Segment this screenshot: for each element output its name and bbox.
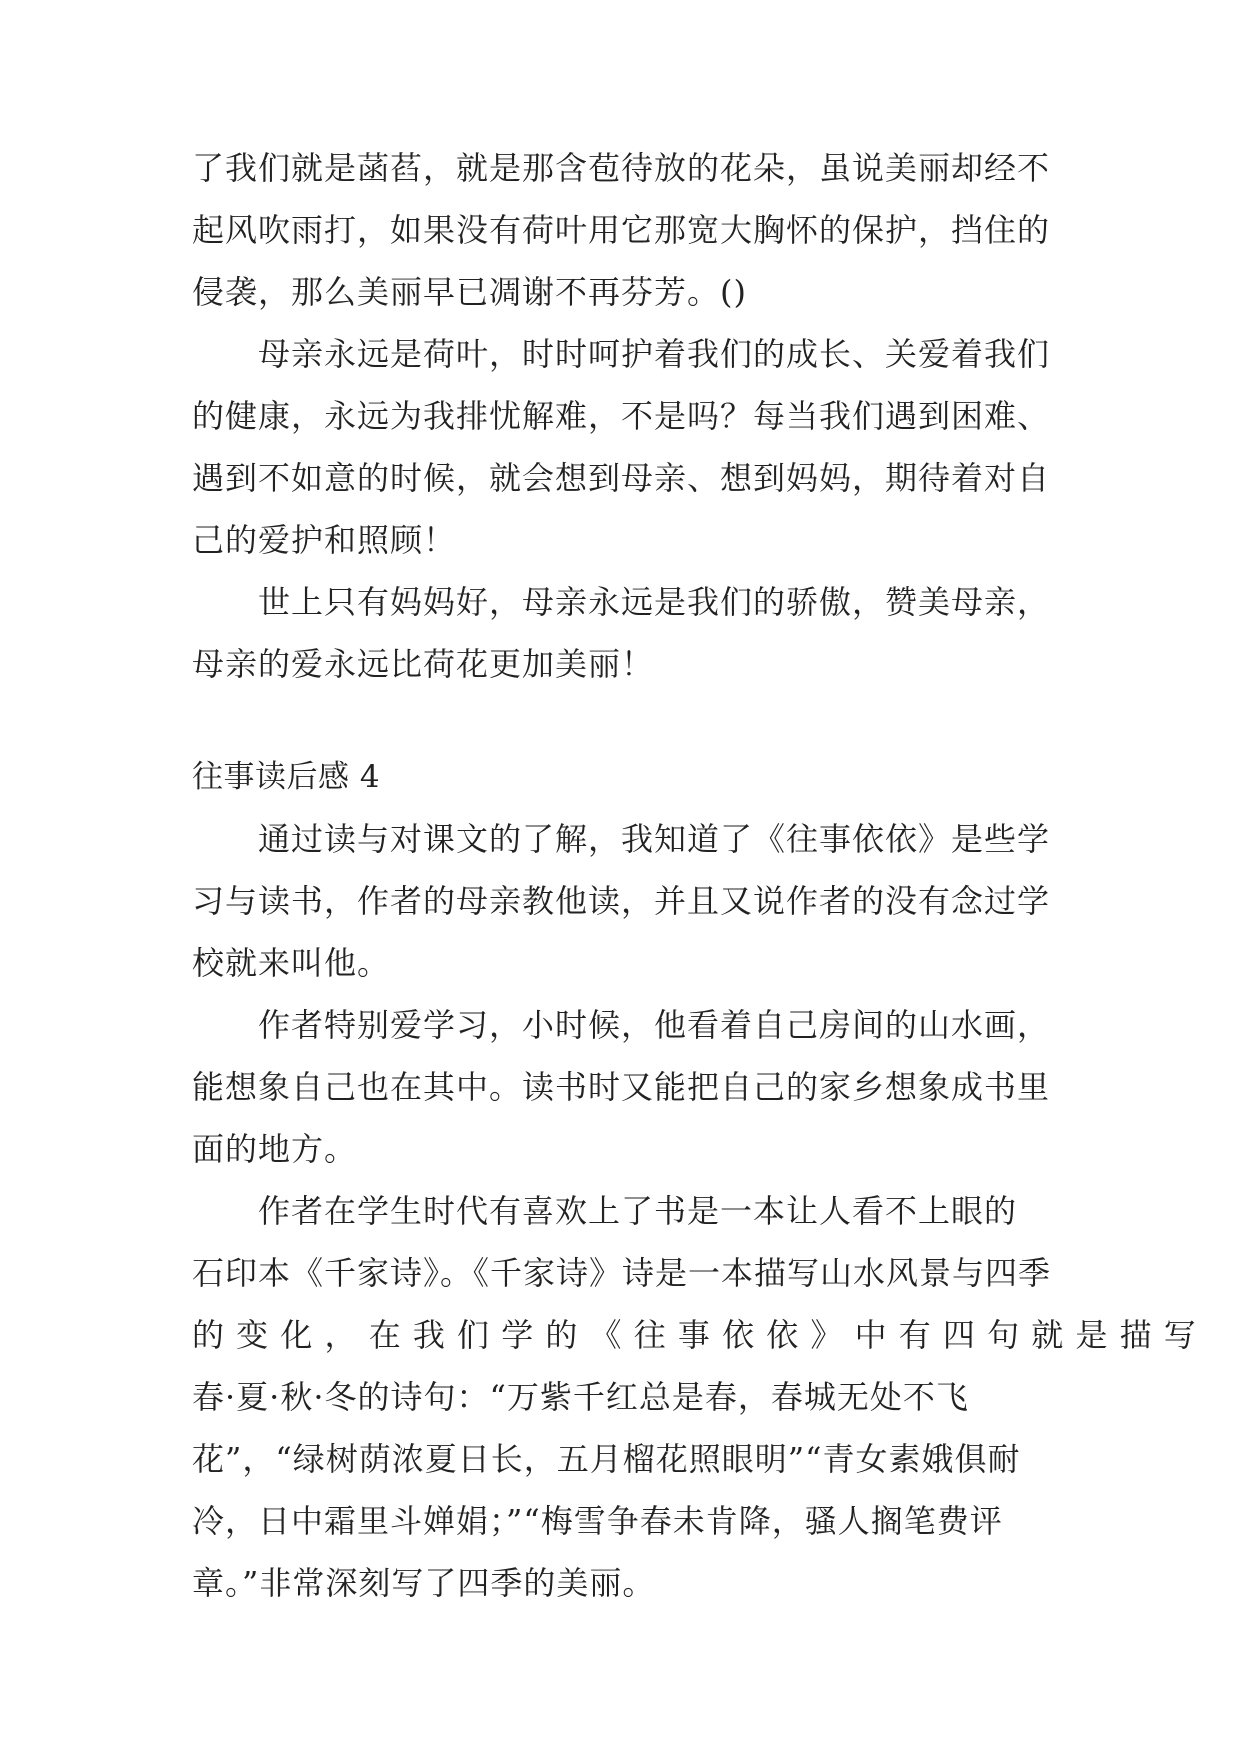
paragraph-line: 了我们就是菡萏，就是那含苞待放的花朵，虽说美丽却经不 — [192, 149, 1051, 187]
paragraph-line: 侵袭，那么美丽早已凋谢不再芬芳。() — [192, 273, 747, 311]
section-heading: 往事读后感 4 — [192, 759, 381, 795]
paragraph-line: 己的爱护和照顾！ — [192, 521, 457, 559]
paragraph-line: 花”，“绿树荫浓夏日长，五月榴花照眼明”“青女素娥俱耐 — [192, 1440, 1021, 1478]
paragraph-line: 通过读与对课文的了解，我知道了《往事依依》是些学 — [258, 820, 1051, 858]
paragraph-line: 校就来叫他。 — [192, 944, 391, 982]
paragraph-line: 石印本《千家诗》。《千家诗》诗是一本描写山水风景与四季 — [192, 1254, 1052, 1292]
paragraph-line: 能想象自己也在其中。读书时又能把自己的家乡想象成书里 — [192, 1068, 1051, 1106]
paragraph-line: 的 变 化 ， 在 我 们 学 的 《 往 事 依 依 》 中 有 四 句 就 是 描 写 — [192, 1316, 1197, 1354]
paragraph-line: 母亲永远是荷叶，时时呵护着我们的成长、关爱着我们 — [258, 335, 1051, 373]
paragraph-line: 遇到不如意的时候，就会想到母亲、想到妈妈，期待着对自 — [192, 459, 1051, 497]
paragraph-line: 章。”非常深刻写了四季的美丽。 — [192, 1564, 656, 1602]
paragraph-line: 母亲的爱永远比荷花更加美丽！ — [192, 645, 655, 683]
paragraph-line: 习与读书，作者的母亲教他读，并且又说作者的没有念过学 — [192, 882, 1051, 920]
paragraph-line: 作者在学生时代有喜欢上了书是一本让人看不上眼的 — [258, 1192, 1018, 1230]
paragraph-line: 起风吹雨打，如果没有荷叶用它那宽大胸怀的保护，挡住的 — [192, 211, 1051, 249]
paragraph-line: 世上只有妈妈好，母亲永远是我们的骄傲，赞美母亲， — [258, 583, 1051, 621]
paragraph-line: 的健康，永远为我排忧解难，不是吗？每当我们遇到困难、 — [192, 397, 1051, 435]
paragraph-line: 面的地方。 — [192, 1130, 358, 1168]
paragraph-line: 作者特别爱学习，小时候，他看着自己房间的山水画， — [258, 1006, 1051, 1044]
paragraph-line: 冷，日中霜里斗婵娟；”“梅雪争春未肯降，骚人搁笔费评 — [192, 1502, 1003, 1540]
paragraph-line: 春·夏·秋·冬的诗句：“万紫千红总是春，春城无处不飞 — [192, 1378, 969, 1416]
